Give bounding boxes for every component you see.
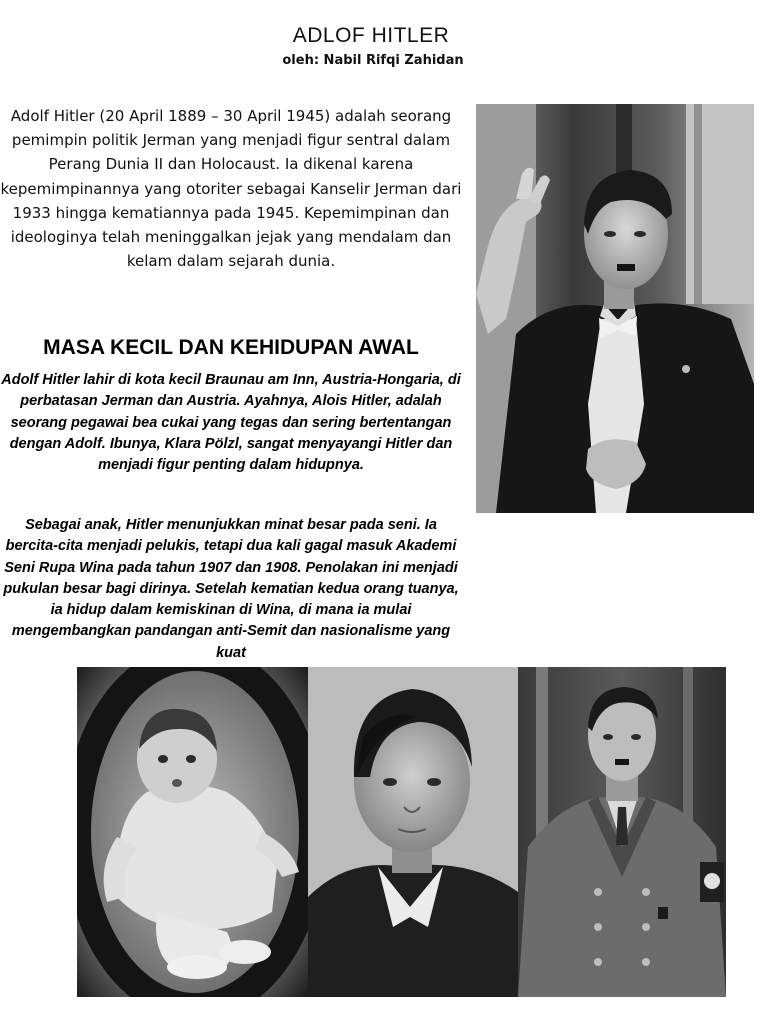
photo-boy	[308, 667, 518, 997]
photo-baby-image	[77, 667, 308, 997]
document-title: ADLOF HITLER	[292, 24, 450, 47]
photo-uniform-image	[518, 667, 726, 997]
section-heading: MASA KECIL DAN KEHIDUPAN AWAL	[43, 336, 419, 359]
photo-saluting-portrait	[476, 104, 754, 513]
photo-boy-image	[308, 667, 518, 997]
photo-uniform	[518, 667, 726, 997]
section-paragraph-youth: Sebagai anak, Hitler menunjukkan minat besar pada seni. Ia bercita-cita menjadi pelukis, tetapi dua kali gagal masuk Akademi Seni Rupa Wina pada tahun 1907 dan 1908. Penolakan ini menjadi pukulan besar bagi dirinya. Setelah kematian kedua orang tuanya, ia hidup dalam kemiskinan di Wina, di mana ia mulai mengembangkan pandangan anti-Semit dan nasionalisme yang kuat	[3, 517, 459, 661]
intro-paragraph: Adolf Hitler (20 April 1889 – 30 April 1945) adalah seorang pemimpin politik Jerman yang menjadi figur sentral dalam Perang Dunia II dan Holocaust. Ia dikenal karena kepemimpinannya yang otoriter sebagai Kanselir Jerman dari 1933 hingga kematiannya pada 1945. Kepemimpinan dan ideologinya telah meninggalkan jejak yang mendalam dan kelam dalam sejarah dunia.	[0, 107, 462, 271]
section-paragraph-childhood: Adolf Hitler lahir di kota kecil Braunau am Inn, Austria-Hongaria, di perbatasan Jerman dan Austria. Ayahnya, Alois Hitler, adalah seorang pegawai bea cukai yang tegas dan sering bertentangan dengan Adolf. Ibunya, Klara Pölzl, sangat menyayangi Hitler dan menjadi figur penting dalam hidupnya.	[1, 372, 461, 474]
photo-saluting-image	[476, 104, 754, 513]
document-author: oleh: Nabil Rifqi Zahidan	[282, 53, 464, 68]
photo-baby	[77, 667, 308, 997]
